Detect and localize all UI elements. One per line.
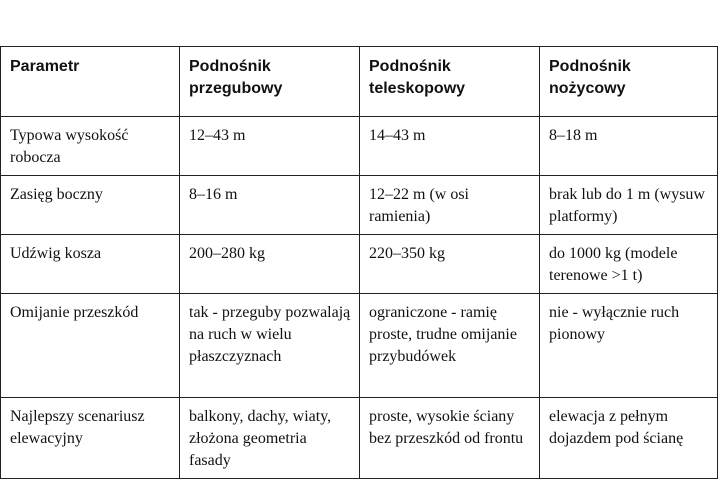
table-cell: proste, wysokie ściany bez przeszkód od frontu	[360, 398, 540, 479]
table-cell: do 1000 kg (modele terenowe >1 t)	[540, 235, 718, 294]
table-cell: 200–280 kg	[180, 235, 360, 294]
table-cell: brak lub do 1 m (wysuw platformy)	[540, 176, 718, 235]
table-row	[1, 117, 718, 176]
header-cell: Parametr	[1, 47, 180, 117]
table-cell: 8–18 m	[540, 117, 718, 176]
table-cell: 14–43 m	[360, 117, 540, 176]
row-label-cell: Zasięg boczny	[1, 176, 180, 235]
header-cell: Podnośnik nożycowy	[540, 47, 718, 117]
table-row	[1, 294, 718, 398]
row-label-cell: Omijanie przeszkód	[1, 294, 180, 398]
comparison-table	[0, 46, 718, 479]
table-cell: 220–350 kg	[360, 235, 540, 294]
table-cell: nie - wyłącznie ruch pionowy	[540, 294, 718, 398]
table-cell: 12–43 m	[180, 117, 360, 176]
row-label-cell: Typowa wysokość robocza	[1, 117, 180, 176]
header-cell: Podnośnik teleskopowy	[360, 47, 540, 117]
table-cell: tak - przeguby pozwalają na ruch w wielu płaszczyznach	[180, 294, 360, 398]
header-cell: Podnośnik przegubowy	[180, 47, 360, 117]
table-row	[1, 398, 718, 479]
table-row	[1, 235, 718, 294]
table-header-row	[1, 47, 718, 117]
table-cell: 12–22 m (w osi ramienia)	[360, 176, 540, 235]
table-cell: balkony, dachy, wiaty, złożona geometria fasady	[180, 398, 360, 479]
table-cell: 8–16 m	[180, 176, 360, 235]
table-cell: elewacja z pełnym dojazdem pod ścianę	[540, 398, 718, 479]
table-row	[1, 176, 718, 235]
table-cell: ograniczone - ramię proste, trudne omijanie przybudówek	[360, 294, 540, 398]
row-label-cell: Najlepszy scenariusz elewacyjny	[1, 398, 180, 479]
row-label-cell: Udźwig kosza	[1, 235, 180, 294]
